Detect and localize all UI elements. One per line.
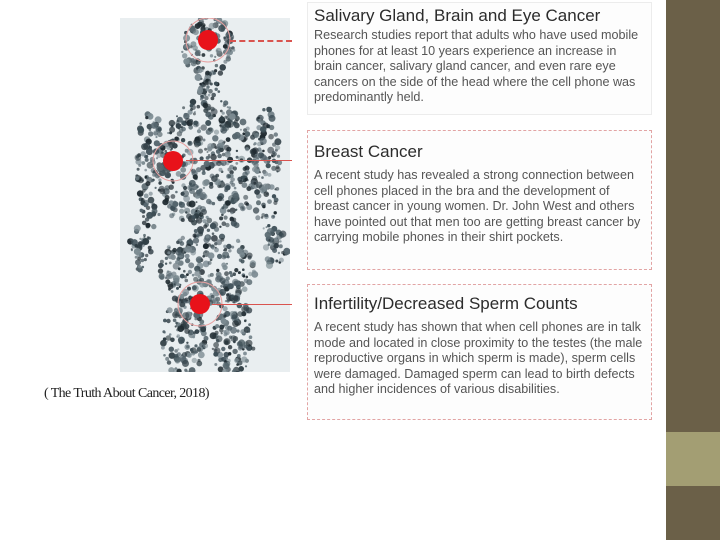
head-callout-line — [230, 40, 292, 42]
body-dot-pattern — [127, 18, 290, 372]
card-title: Salivary Gland, Brain and Eye Cancer — [314, 6, 601, 25]
card-body: Research studies report that adults who have used mobile phones for at least 10 years experience an increase in brain cancer, salivary gland cancer, and even rare eye cancers on the side of the head where the cell phone was predominantly held. — [314, 28, 639, 105]
head-marker-icon — [186, 18, 230, 62]
card-body: A recent study has shown that when cell phones are in talk mode and located in close proximity to the testes (the male reproductive organs in which sperm is made), sperm cells were damaged. Damaged sperm can lead to birth defects and higher incidences of various disabilities. — [314, 320, 643, 397]
chest-callout-line — [186, 160, 292, 161]
card-infertility — [307, 284, 652, 420]
card-title: Breast Cancer — [314, 142, 423, 161]
card-body: A recent study has revealed a strong connection between cell phones placed in the bra and the development of breast cancer in young women. Dr. John West and others have pointed out that men too are getting breast cancer by carrying mobile phones in their shirt pockets. — [314, 168, 641, 245]
card-salivary-brain-eye-cancer — [307, 2, 652, 115]
pelvis-callout-line — [212, 304, 292, 305]
human-body-figure — [120, 18, 290, 372]
card-title: Infertility/Decreased Sperm Counts — [314, 294, 578, 313]
card-breast-cancer — [307, 130, 652, 270]
human-body-illustration — [120, 18, 290, 372]
source-caption: ( The Truth About Cancer, 2018) — [44, 386, 209, 401]
decorative-side-bar-accent — [666, 432, 720, 486]
